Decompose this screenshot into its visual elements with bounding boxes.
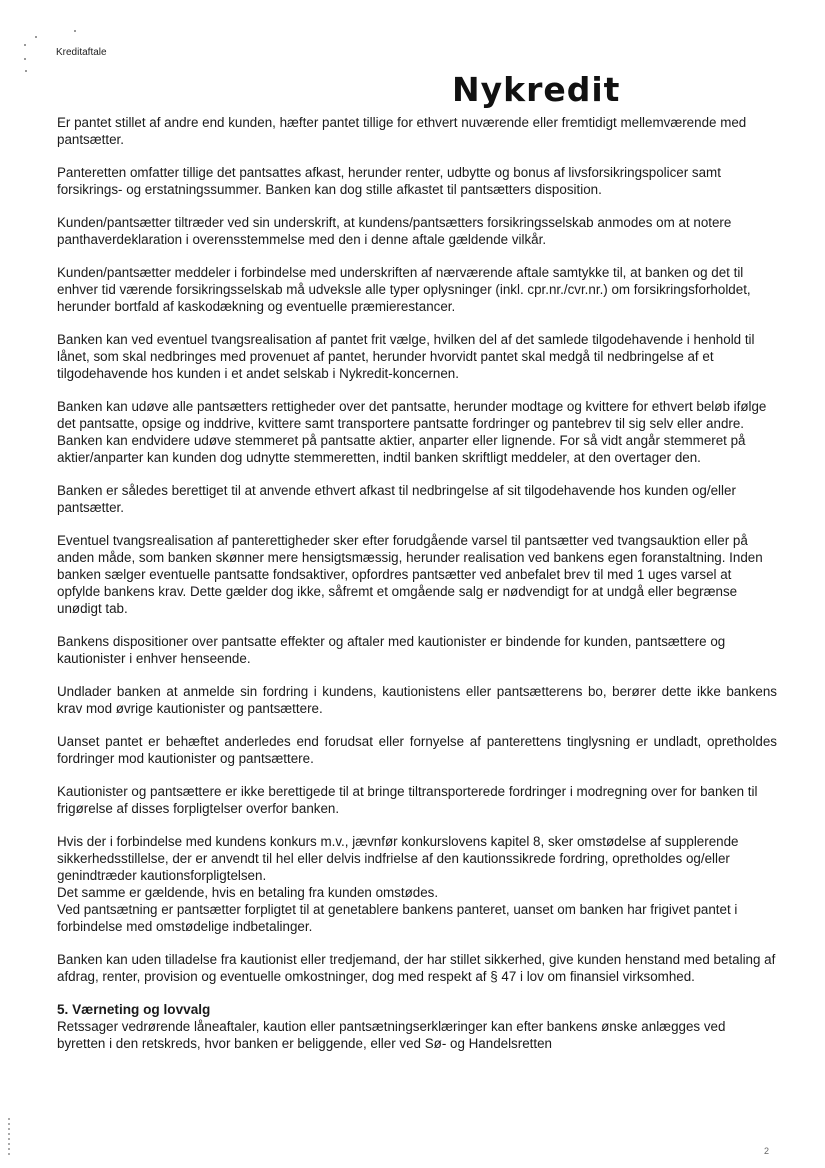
paragraph-insurance-consent: Kunden/pantsætter meddeler i forbindelse med underskriften af nærværende aftale samtykke til, at banken og det til enhver tid værende forsikringsselskab må udveksle alle typer oplysninger (inkl. cpr.nr./cvr.nr.) om forsikringsforholdet, herunder bortfald af kaskodækning og eventuelle præmierestancer. <box>57 265 751 314</box>
paragraph-bank-rights: Banken kan udøve alle pantsætters rettigheder over det pantsatte, herunder modtage og kvittere for ethvert beløb ifølge det pantsatte, opsige og inddrive, kvittere samt transportere pantsatte fordringer og pantebrev til sig selv eller andre. Banken kan endvidere udøve stemmeret på pantsatte aktier, anparter eller lignende. For så vidt angår stemmeret på aktier/anparter kan kunden dog udnytte stemmeretten, indtil banken skriftligt meddeler, at den overtager den. <box>57 399 767 465</box>
bankruptcy-text-3: Ved pantsætning er pantsætter forpligtet til at genetablere bankens panteret, uanset om banken har frigivet pantet i forbindelse med omstødelige indbetalinger. <box>57 902 738 934</box>
paragraph-pledge-scope: Panteretten omfatter tillige det pantsattes afkast, herunder renter, udbytte og bonus af livsforsikringspolicer samt forsikrings- og erstatningssummer. Banken kan dog stille afkastet til pantsætters disposition. <box>57 165 721 197</box>
paragraph-insurance-declaration: Kunden/pantsætter tiltræder ved sin underskrift, at kundens/pantsætters forsikringsselskab anmodes om at notere panthaverdeklaration i overensstemmelse med den i denne aftale gældende vilkår. <box>57 215 732 247</box>
scan-artifact <box>8 1118 10 1158</box>
scan-artifact <box>25 70 27 72</box>
scan-artifact <box>24 58 26 60</box>
paragraph-pledge-liability: Er pantet stillet af andre end kunden, hæfter pantet tillige for ethvert nuværende eller fremtidigt mellemværende med pantsætter. <box>57 115 747 147</box>
paragraph-venue: Retssager vedrørende låneaftaler, kaution eller pantsætningserklæringer kan efter bankens ønske anlægges ved byretten i den retskreds, hvor banken er beliggende, eller ved Sø- og Handelsretten <box>57 1019 726 1051</box>
section-heading-venue: 5. Værneting og lovvalg <box>57 1002 211 1017</box>
bankruptcy-text-2: Det samme er gældende, hvis en betaling fra kunden omstødes. <box>57 885 439 900</box>
paragraph-deferral: Banken kan uden tilladelse fra kautionist eller tredjemand, der har stillet sikkerhed, give kunden henstand med betaling af afdrag, renter, provision og eventuelle omkostninger, dog med respekt af § 47 i lov om finansiel virksomhed. <box>57 952 776 984</box>
paragraph-bank-dispositions: Bankens dispositioner over pantsatte effekter og aftaler med kautionister er bindende for kunden, pantsættere og kautionister i enhver henseende. <box>57 634 726 666</box>
scan-artifact <box>24 44 26 46</box>
paragraph-forced-realisation: Eventuel tvangsrealisation af panterettigheder sker efter forudgående varsel til pantsætter ved tvangsauktion eller på anden måde, som banken skønner mere hensigtsmæssig, herunder realisation ved bankens egen foranstaltning. Inden banken sælger eventuelle pantsatte fondsaktiver, opfordres pantsætter ved anbefalet brev til med 1 uges varsel at opfylde bankens krav. Dette gælder dog ikke, såfremt et omgående salg er nødvendigt for at undgå eller begrænse unødigt tab. <box>57 533 763 616</box>
paragraph-claim-registration: Undlader banken at anmelde sin fordring i kundens, kautionistens eller pantsætterens bo, berører dette ikke bankens krav mod øvrige kautionister og pantsættere. <box>57 684 777 716</box>
scan-artifact <box>74 30 76 32</box>
paragraph-set-off: Kautionister og pantsættere er ikke berettigede til at bringe tiltransporterede fordringer i modregning over for banken til frigørelse af disses forpligtelser overfor banken. <box>57 784 758 816</box>
document-body <box>57 114 777 1052</box>
nykredit-logo: Nykredit <box>452 70 621 109</box>
paragraph-bankruptcy <box>57 833 777 935</box>
paragraph-claims-upheld: Uanset pantet er behæftet anderledes end forudsat eller fornyelse af panterettens tinglysning er undladt, opretholdes fordringer mod kautionister og pantsættere. <box>57 734 777 766</box>
paragraph-forced-sale-allocation: Banken kan ved eventuel tvangsrealisation af pantet frit vælge, hvilken del af det samlede tilgodehavende i henhold til lånet, som skal nedbringes med provenuet af pantet, herunder hvorvidt pantet skal medgå til nedbringelse af et tilgodehavende hos kunden i et andet selskab i Nykredit-koncernen. <box>57 332 755 381</box>
paragraph-yield-use: Banken er således berettiget til at anvende ethvert afkast til nedbringelse af sit tilgodehavende hos kunden og/eller pantsætter. <box>57 483 736 515</box>
document-type-label: Kreditaftale <box>56 47 107 58</box>
scan-artifact <box>35 36 37 38</box>
bankruptcy-text-1: Hvis der i forbindelse med kundens konkurs m.v., jævnfør konkurslovens kapitel 8, sker omstødelse af supplerende sikkerhedsstillelse, der er anvendt til hel eller delvis indfrielse af den kautionssikrede fordring, opretholdes og/eller genindtræder kautionsforpligtelsen. <box>57 834 739 883</box>
page-number: 2 <box>764 1146 770 1156</box>
